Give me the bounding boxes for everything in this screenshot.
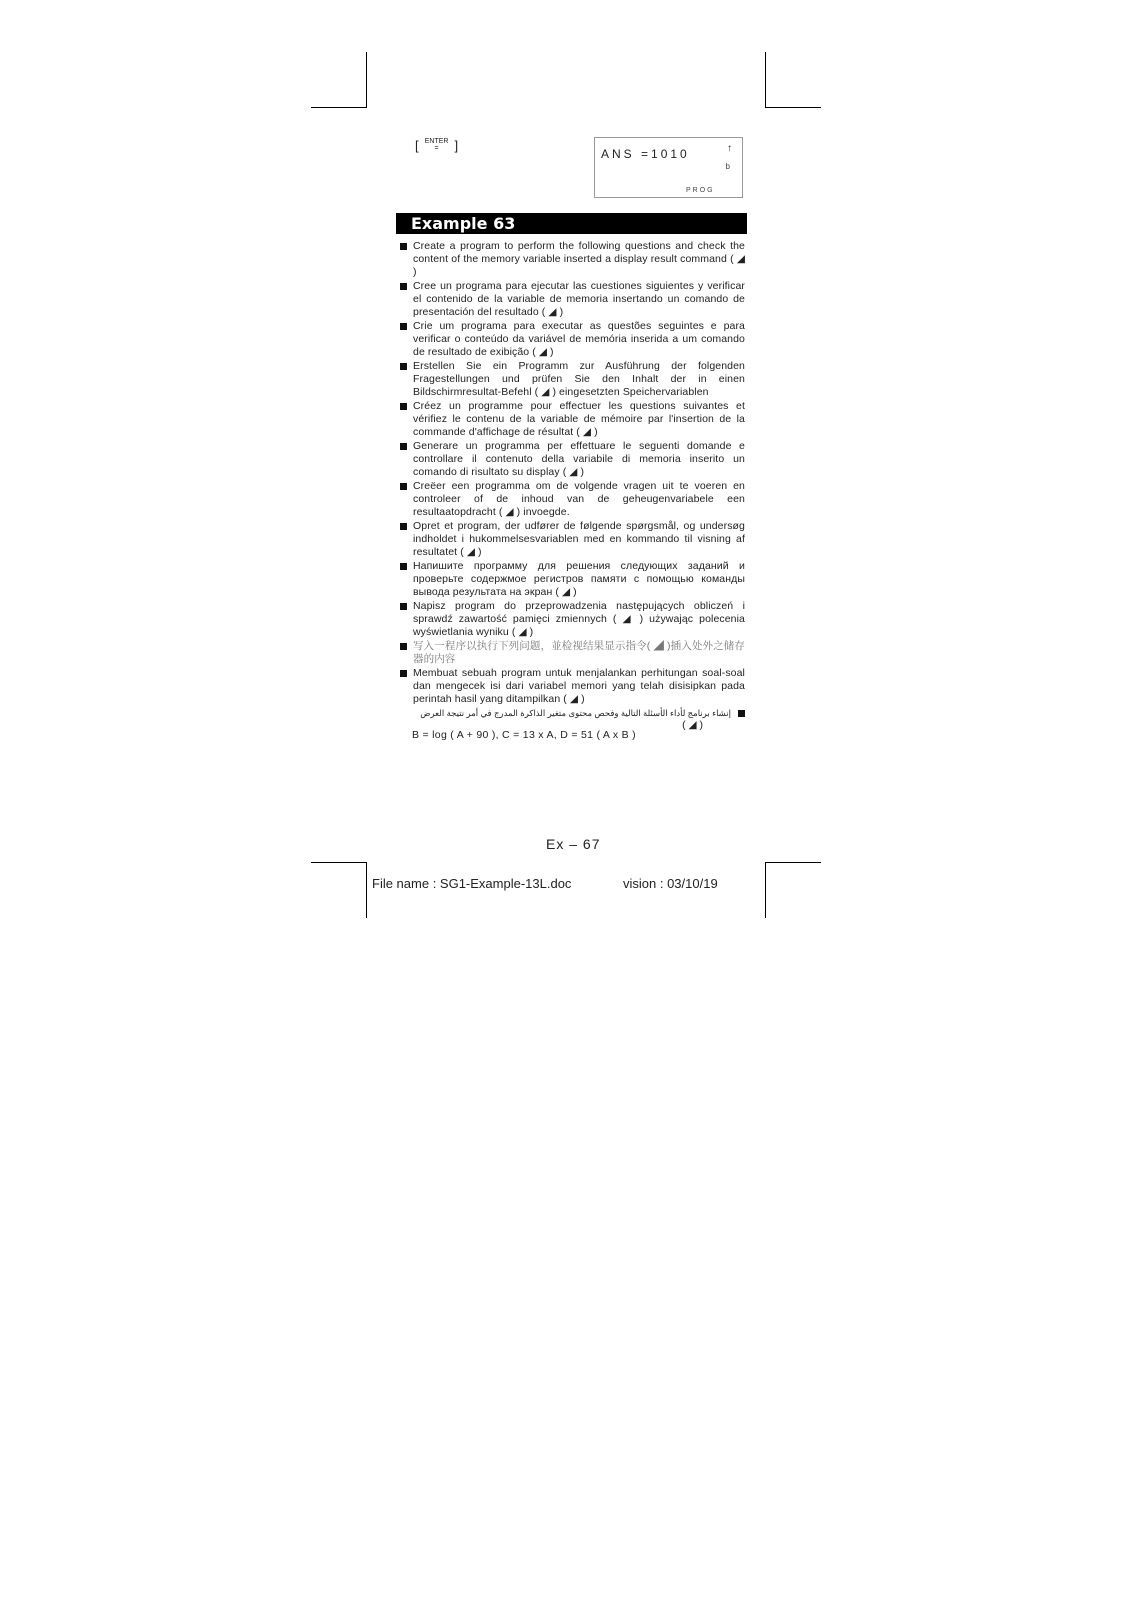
instruction-zh xyxy=(399,640,745,666)
crop-mark xyxy=(765,862,766,918)
equals-key-text: = xyxy=(434,145,439,152)
bullet-square-icon xyxy=(400,563,407,570)
file-name: File name : SG1-Example-13L.doc xyxy=(372,876,572,891)
enter-key-label xyxy=(425,138,449,152)
instruction-fr xyxy=(399,400,745,439)
instruction-pt xyxy=(399,320,745,359)
instruction-text: Cree un programa para ejecutar las cuestiones siguientes y verificar el contenido de la variable de memoria insertando un comando de presentación del resultado ( ◢ ) xyxy=(413,280,745,318)
instruction-da xyxy=(399,520,745,559)
bullet-square-icon xyxy=(400,603,407,610)
bullet-square-icon xyxy=(400,523,407,530)
bullet-square-icon xyxy=(400,323,407,330)
instruction-text: Opret et program, der udfører de følgende spørgsmål, og undersøg indholdet i hukommelsesvariablen med en kommando til visning af resultatet ( ◢ ) xyxy=(413,520,745,558)
crop-mark xyxy=(311,862,367,863)
instruction-text: Napisz program do przeprowadzenia następujących obliczeń i sprawdź zawartość pamięci zmiennych ( ◢ ) używając polecenia wyświetlania wyniku ( ◢ ) xyxy=(413,600,745,638)
calculator-display xyxy=(594,137,743,198)
enter-key-text: ENTER xyxy=(424,138,449,145)
instruction-ru xyxy=(399,560,745,599)
instruction-it xyxy=(399,440,745,479)
instruction-pl xyxy=(399,600,745,639)
bullet-square-icon xyxy=(400,443,407,450)
instruction-text: Membuat sebuah program untuk menjalankan perhitungan soal-soal dan mengecek isi dari variabel memori yang telah disisipkan pada perintah hasil yang ditampilkan ( ◢ ) xyxy=(413,667,745,705)
instruction-text: Crie um programa para executar as questões seguintes e para verificar o conteúdo da variável de memória inserida a um comando de resultado de exibição ( ◢ ) xyxy=(413,320,745,358)
display-value: ANS =1010 xyxy=(601,147,690,161)
bullet-square-icon xyxy=(400,243,407,250)
instruction-text: Напишите программу для решения следующих заданий и проверьте содержмое регистров памяти с помощью команды вывода результата на экран ( ◢ ) xyxy=(413,560,745,598)
instruction-nl xyxy=(399,480,745,519)
bullet-square-icon xyxy=(738,710,745,717)
instruction-text: Créez un programme pour effectuer les questions suivantes et vérifiez le contenu de la variable de mémoire par l'insertion de la commande d'affichage de résultat ( ◢ ) xyxy=(413,400,745,438)
crop-mark xyxy=(765,52,766,108)
binary-mode-indicator: b xyxy=(725,162,730,171)
instruction-arabic-suffix: ( ◢ ) xyxy=(682,719,703,731)
instruction-en xyxy=(399,240,745,279)
bullet-square-icon xyxy=(400,403,407,410)
crop-mark xyxy=(366,862,367,918)
page-number: Ex – 67 xyxy=(546,836,601,852)
crop-mark xyxy=(311,107,367,108)
prog-indicator: PROG xyxy=(686,187,715,194)
crop-mark xyxy=(765,107,821,108)
bullet-square-icon xyxy=(400,670,407,677)
example-title: Example 63 xyxy=(396,213,747,234)
bullet-square-icon xyxy=(400,283,407,290)
instruction-text: Erstellen Sie ein Programm zur Ausführung der folgenden Fragestellungen und prüfen Sie den Inhalt der in einen Bildschirmresultat-Befehl ( ◢ ) eingesetzten Speichervariablen xyxy=(413,360,745,398)
instruction-text: Create a program to perform the following questions and check the content of the memory variable inserted a display result command ( ◢ ) xyxy=(413,240,745,278)
formula: B = log ( A + 90 ), C = 13 x A, D = 51 ( A x B ) xyxy=(412,729,636,741)
instruction-text: 写入一程序以执行下列问题，並检视结果显示指令( ◢ )插入处外之储存器的内容 xyxy=(413,640,745,665)
instruction-text: Generare un programma per effettuare le seguenti domande e controllare il contenuto della variabile di memoria inserito un comando di risultato su display ( ◢ ) xyxy=(413,440,745,478)
bullet-square-icon xyxy=(400,483,407,490)
instruction-text: Creëer een programma om de volgende vragen uit te voeren en controleer of de inhoud van de geheugenvariabele een resultaatopdracht ( ◢ ) invoegde. xyxy=(413,480,745,518)
bullet-square-icon xyxy=(400,643,407,650)
key-sequence xyxy=(415,138,458,153)
instruction-text-arabic: إنشاء برنامج لأداء الأسئلة التالية وفحص محتوى متغير الذاكرة المدرج في أمر نتيجة العرض xyxy=(420,708,731,718)
instruction-de xyxy=(399,360,745,399)
instruction-es xyxy=(399,280,745,319)
bracket-open: [ xyxy=(415,138,419,153)
instruction-id xyxy=(399,667,745,706)
revision-date: vision : 03/10/19 xyxy=(623,876,718,891)
crop-mark xyxy=(366,52,367,108)
bracket-close: ] xyxy=(454,138,459,153)
up-arrow-icon: ↑ xyxy=(727,143,732,154)
crop-mark xyxy=(765,862,821,863)
instruction-list xyxy=(399,240,745,733)
bullet-square-icon xyxy=(400,363,407,370)
